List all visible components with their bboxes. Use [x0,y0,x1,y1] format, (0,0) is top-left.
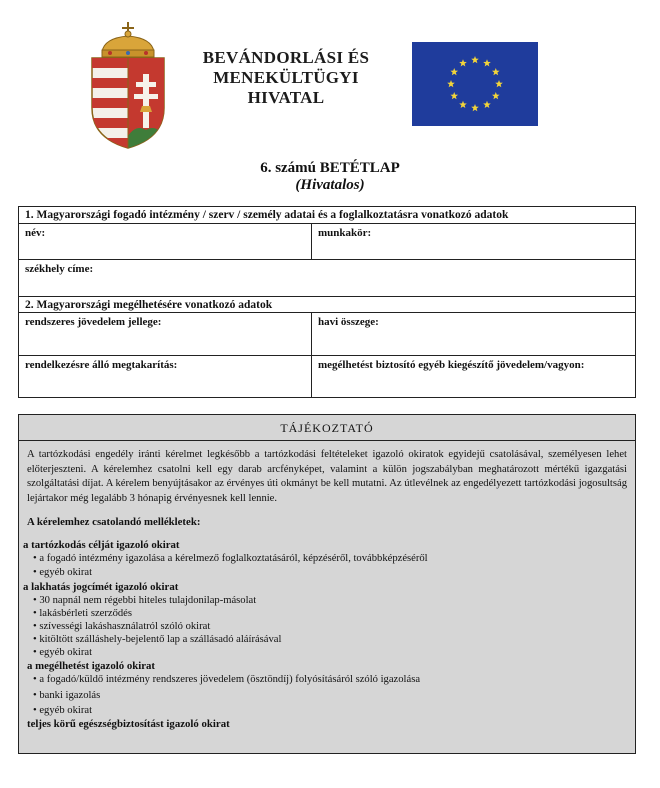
income-type-field[interactable] [19,313,312,355]
other-income-field[interactable] [312,356,635,397]
list-item: • a fogadó/küldő intézmény rendszeres jövedelem (ösztöndíj) folyósításáról szóló igazolása [33,673,420,687]
group3-title: a megélhetést igazoló okirat [27,660,156,672]
job-label: munkakör: [318,227,372,239]
seat-label: székhely címe: [25,263,94,275]
group2-title: a lakhatás jogcímét igazoló okirat [23,581,179,593]
savings-field[interactable] [19,356,312,397]
eu-star-icon [450,68,458,75]
eu-star-icon [450,92,458,99]
eu-star-icon [483,59,491,66]
eu-star-icon [447,80,455,87]
group4-title: teljes körű egészségbiztosítást igazoló okirat [27,718,230,730]
eu-star-icon [471,56,479,63]
eu-star-icon [483,101,491,108]
other-income-label: megélhetést biztosító egyéb kiegészítő jövedelem/vagyon: [318,359,585,371]
eu-star-icon [459,101,467,108]
eu-star-icon [495,80,503,87]
name-field[interactable] [19,224,312,259]
list-item: • egyéb okirat [33,566,92,580]
list-item: • kitöltött szálláshely-bejelentő lap a szállásadó aláírásával [33,633,281,647]
list-item: • szívességi lakáshasználatról szóló okirat [33,620,210,634]
office-name [196,48,376,108]
data-form [18,206,636,398]
list-item: • lakásbérleti szerződés [33,607,132,621]
name-job-row [19,224,635,260]
info-paragraph: A tartózkodási engedély iránti kérelmet legkésőbb a tartózkodási feltételeket igazoló okiratok egyidejű csatolásával, személyesen lehet előterjeszteni. A kérelemhez csatolni kell egy darab arcfényképet, valamint a külön jogszabályban meghatározott mértékű igazgatási szolgáltatási díjat. A kérelem benyújtásakor az érvényes úti okmányt be kell mutatni. Az útlevélnek az engedélyezett tartózkodási jogosultság lejártakor még legalább 3 hónapig érvényesnek kell lennie. [27,449,627,504]
savings-label: rendelkezésre álló megtakarítás: [25,359,178,371]
office-name-line3: HIVATAL [247,88,325,107]
eu-flag-icon [412,42,538,126]
list-item: • egyéb okirat [33,646,92,660]
seat-row [19,260,635,297]
monthly-amount-label: havi összege: [318,316,379,328]
office-name-line1: BEVÁNDORLÁSI ÉS [202,48,370,67]
attachments-title: A kérelemhez csatolandó mellékletek: [27,516,201,528]
section1-header [19,207,635,224]
income-row [19,313,635,356]
eu-star-icon [492,92,500,99]
section2-title: 2. Magyarországi megélhetésére vonatkozó adatok [25,299,273,311]
list-item: • a fogadó intézmény igazolása a kérelmező foglalkoztatásáról, képzéséről, továbbképzéséről [33,552,428,566]
info-box [18,414,636,754]
savings-row [19,356,635,397]
page-title: 6. számú BETÉTLAP [260,160,400,176]
monthly-amount-field[interactable] [312,313,635,355]
list-item: • banki igazolás [33,689,100,703]
name-label: név: [25,227,46,239]
eu-star-icon [471,104,479,111]
income-type-label: rendszeres jövedelem jellege: [25,316,162,328]
list-item: • egyéb okirat [33,704,92,718]
section2-header [19,297,635,313]
group1-title: a tartózkodás célját igazoló okirat [23,539,180,551]
seat-field[interactable] [19,260,635,296]
office-name-line2: MENEKÜLTÜGYI [213,68,359,87]
page-subtitle: (Hivatalos) [295,177,365,193]
info-heading: TÁJÉKOZTATÓ [19,415,635,441]
hungarian-coat-of-arms-icon [84,12,172,152]
list-item: • 30 napnál nem régebbi hiteles tulajdonilap-másolat [33,594,256,608]
eu-star-icon [492,68,500,75]
section1-title: 1. Magyarországi fogadó intézmény / szerv / személy adatai és a foglalkoztatásra vonatkozó adatok [25,209,509,221]
eu-star-icon [459,59,467,66]
job-field[interactable] [312,224,635,259]
